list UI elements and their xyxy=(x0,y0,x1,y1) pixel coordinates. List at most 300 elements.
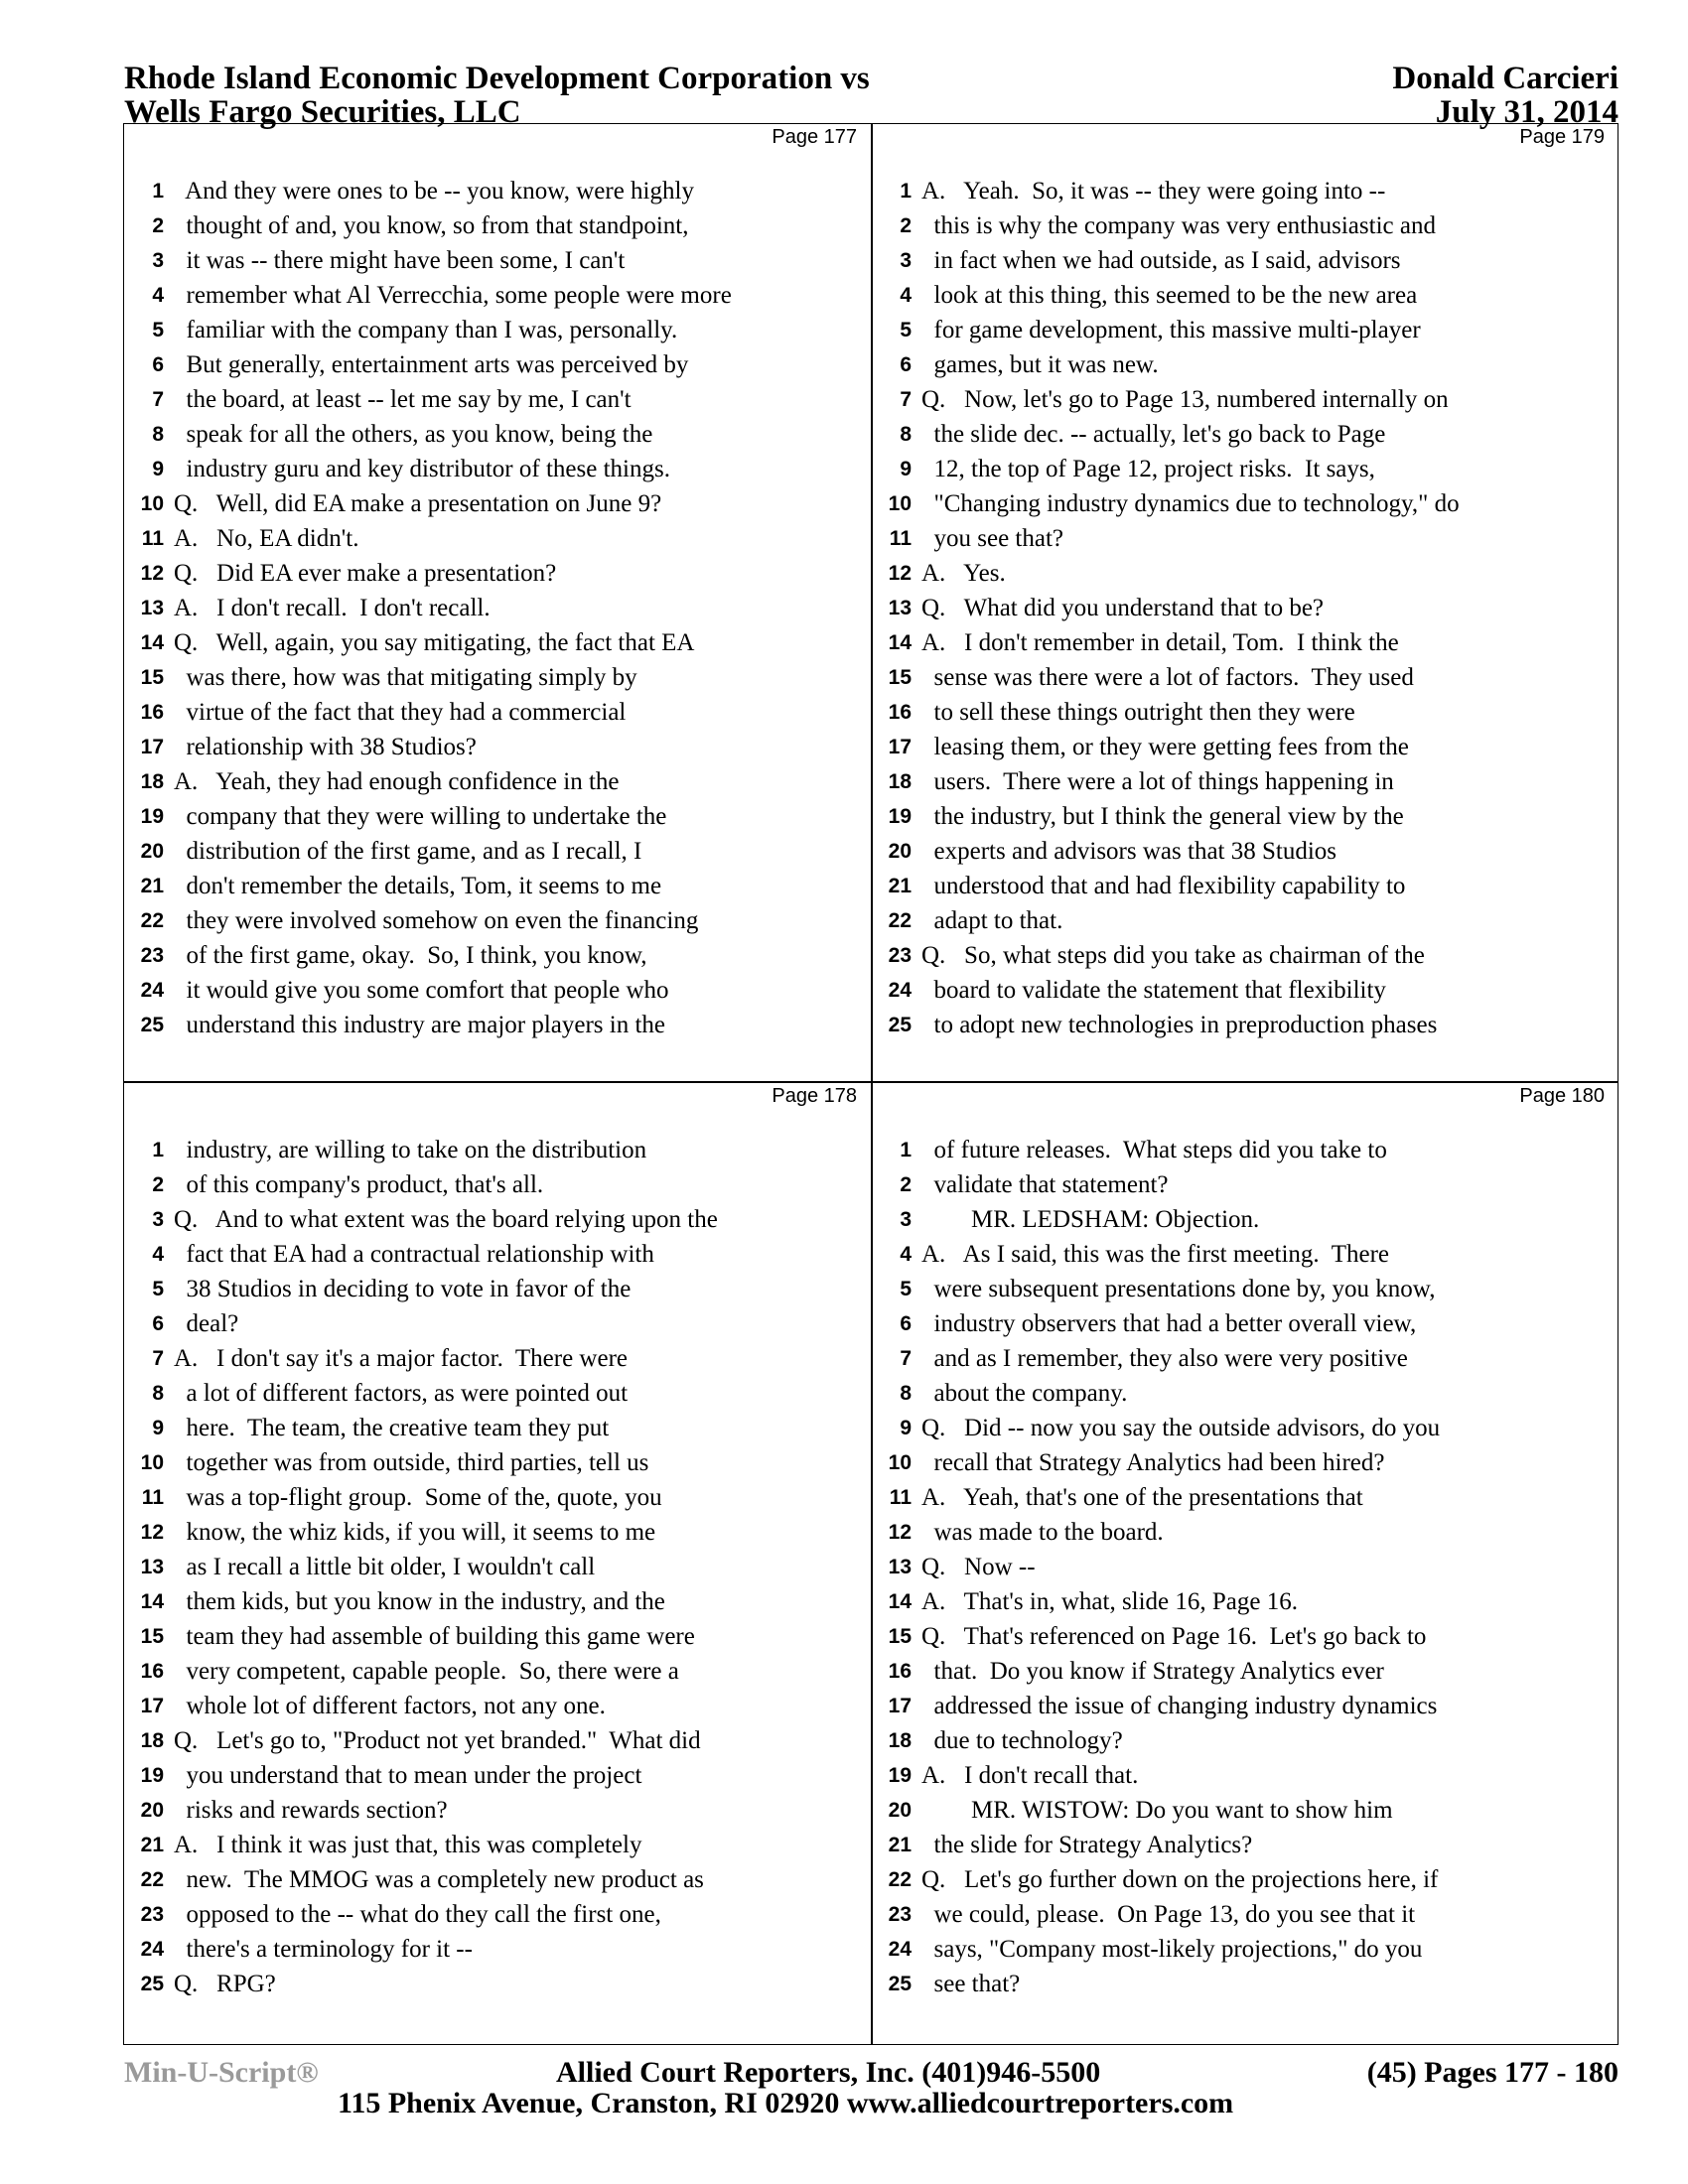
transcript-line xyxy=(124,243,871,278)
line-number: 17 xyxy=(140,1695,164,1717)
line-number: 1 xyxy=(152,180,164,203)
line-number: 5 xyxy=(900,319,912,341)
transcript-line xyxy=(124,764,871,799)
line-text: users. There were a lot of things happening in xyxy=(921,768,1394,795)
line-number: 5 xyxy=(900,1278,912,1300)
transcript-line xyxy=(872,1480,1618,1515)
transcript-line xyxy=(124,313,871,347)
transcript-line xyxy=(872,347,1618,382)
line-number: 23 xyxy=(140,944,164,967)
line-text: team they had assemble of building this game were xyxy=(174,1623,695,1650)
line-text: the industry, but I think the general view by the xyxy=(921,803,1404,830)
transcript-line xyxy=(124,973,871,1008)
line-number: 16 xyxy=(140,1660,164,1683)
line-text: A. I think it was just that, this was completely xyxy=(174,1832,642,1858)
deposition-date: July 31, 2014 xyxy=(1435,94,1618,130)
transcript-line xyxy=(872,1897,1618,1932)
transcript-line xyxy=(124,486,871,521)
line-text: leasing them, or they were getting fees from the xyxy=(921,734,1409,760)
transcript-line xyxy=(872,174,1618,208)
line-text: the board, at least -- let me say by me, I can't xyxy=(174,386,632,413)
line-number: 3 xyxy=(900,1208,912,1231)
line-text: new. The MMOG was a completely new product as xyxy=(174,1866,704,1893)
line-text: 38 Studios in deciding to vote in favor of the xyxy=(174,1276,632,1302)
line-text: thought of and, you know, so from that standpoint, xyxy=(174,212,689,239)
case-caption-line1: Rhode Island Economic Development Corporation vs xyxy=(124,61,870,96)
line-text: here. The team, the creative team they put xyxy=(174,1415,610,1441)
line-text: of this company's product, that's all. xyxy=(174,1171,544,1198)
transcript-line xyxy=(124,660,871,695)
line-text: Q. Let's go further down on the projections here, if xyxy=(921,1866,1439,1893)
line-text: look at this thing, this seemed to be the new area xyxy=(921,282,1418,309)
transcript-page-177 xyxy=(124,124,871,1081)
transcript-line xyxy=(872,834,1618,869)
line-text: a lot of different factors, as were pointed out xyxy=(174,1380,629,1407)
case-caption xyxy=(124,62,870,129)
line-text: were subsequent presentations done by, you know, xyxy=(921,1276,1436,1302)
line-number: 22 xyxy=(140,909,164,932)
line-text: validate that statement? xyxy=(921,1171,1169,1198)
line-number: 17 xyxy=(888,736,912,758)
line-number: 4 xyxy=(152,284,164,307)
transcript-line xyxy=(872,382,1618,417)
line-text: to adopt new technologies in preproduction phases xyxy=(921,1012,1438,1038)
line-text: A. As I said, this was the first meeting. There xyxy=(921,1241,1389,1268)
transcript-line xyxy=(124,1306,871,1341)
case-caption-line2: Wells Fargo Securities, LLC xyxy=(124,94,521,130)
line-text: you understand that to mean under the project xyxy=(174,1762,642,1789)
line-number: 12 xyxy=(140,1521,164,1544)
transcript-line xyxy=(872,208,1618,243)
line-number: 24 xyxy=(888,979,912,1002)
transcript-line xyxy=(124,1862,871,1897)
transcript-line xyxy=(872,903,1618,938)
transcript-line xyxy=(124,1758,871,1793)
line-text: A. Yeah, that's one of the presentations that xyxy=(921,1484,1363,1511)
page-range: (45) Pages 177 - 180 xyxy=(1366,2056,1618,2089)
transcript-line xyxy=(124,834,871,869)
transcript-line xyxy=(872,521,1618,556)
line-number: 5 xyxy=(152,1278,164,1300)
line-number: 15 xyxy=(140,666,164,689)
line-number: 13 xyxy=(888,597,912,619)
transcript-line xyxy=(872,1758,1618,1793)
line-text: fact that EA had a contractual relationship with xyxy=(174,1241,654,1268)
line-text: A. I don't recall that. xyxy=(921,1762,1139,1789)
line-number: 25 xyxy=(140,1014,164,1036)
line-number: 19 xyxy=(888,1764,912,1787)
line-number: 22 xyxy=(888,909,912,932)
line-number: 19 xyxy=(140,805,164,828)
transcript-line xyxy=(124,1272,871,1306)
line-number: 14 xyxy=(140,631,164,654)
line-number: 20 xyxy=(140,1799,164,1822)
page-number-label: Page 177 xyxy=(772,126,857,148)
deposition-info xyxy=(1392,62,1618,129)
transcript-line xyxy=(124,1480,871,1515)
line-number: 18 xyxy=(888,770,912,793)
transcript-line xyxy=(872,1793,1618,1828)
line-text: Q. What did you understand that to be? xyxy=(921,595,1325,621)
line-number: 8 xyxy=(152,423,164,446)
line-text: A. No, EA didn't. xyxy=(174,525,359,552)
line-text: MR. LEDSHAM: Objection. xyxy=(921,1206,1260,1233)
line-number: 12 xyxy=(888,562,912,585)
line-text: it would give you some comfort that people who xyxy=(174,977,669,1004)
transcript-line xyxy=(872,1619,1618,1654)
line-text: see that? xyxy=(921,1971,1021,1997)
line-text: board to validate the statement that flexibility xyxy=(921,977,1386,1004)
line-text: you see that? xyxy=(921,525,1064,552)
line-text: adapt to that. xyxy=(921,907,1063,934)
transcript-line xyxy=(872,1008,1618,1042)
line-number: 20 xyxy=(140,840,164,863)
page-number-label: Page 179 xyxy=(1519,126,1605,148)
line-number: 3 xyxy=(152,1208,164,1231)
transcript-line xyxy=(872,1237,1618,1272)
transcript-line xyxy=(124,903,871,938)
line-text: was there, how was that mitigating simply by xyxy=(174,664,637,691)
transcript-line xyxy=(872,764,1618,799)
transcript-line xyxy=(872,1828,1618,1862)
line-number: 13 xyxy=(888,1556,912,1578)
line-number: 3 xyxy=(900,249,912,272)
transcript-line xyxy=(124,556,871,591)
line-number: 8 xyxy=(900,423,912,446)
line-number: 18 xyxy=(140,1729,164,1752)
line-number: 10 xyxy=(140,1451,164,1474)
transcript-page-178 xyxy=(124,1083,871,2040)
line-number: 16 xyxy=(888,1660,912,1683)
transcript-line xyxy=(872,556,1618,591)
transcript-line xyxy=(124,417,871,452)
line-text: Q. Now, let's go to Page 13, numbered internally on xyxy=(921,386,1449,413)
line-number: 17 xyxy=(888,1695,912,1717)
line-number: 15 xyxy=(888,666,912,689)
line-number: 21 xyxy=(888,875,912,897)
line-text: familiar with the company than I was, personally. xyxy=(174,317,678,343)
line-text: industry observers that had a better overall view, xyxy=(921,1310,1417,1337)
transcript-line xyxy=(124,1897,871,1932)
line-text: Q. So, what steps did you take as chairman of the xyxy=(921,942,1425,969)
line-text: whole lot of different factors, not any one. xyxy=(174,1693,606,1719)
transcript-line xyxy=(872,1133,1618,1167)
line-number: 14 xyxy=(888,1590,912,1613)
line-text: in fact when we had outside, as I said, advisors xyxy=(921,247,1401,274)
transcript-line xyxy=(124,1654,871,1689)
line-number: 12 xyxy=(888,1521,912,1544)
reporter-address: 115 Phenix Avenue, Cranston, RI 02920 www.alliedcourtreporters.com xyxy=(338,2087,1234,2119)
transcript-grid xyxy=(123,123,1618,2045)
line-number: 15 xyxy=(140,1625,164,1648)
line-number: 3 xyxy=(152,249,164,272)
transcript-line xyxy=(124,1167,871,1202)
transcript-line xyxy=(872,1584,1618,1619)
line-text: virtue of the fact that they had a commercial xyxy=(174,699,627,726)
line-number: 12 xyxy=(140,562,164,585)
line-number: 9 xyxy=(900,1417,912,1439)
transcript-line xyxy=(872,452,1618,486)
transcript-line xyxy=(124,208,871,243)
line-number: 1 xyxy=(900,1139,912,1161)
line-text: understood that and had flexibility capability to xyxy=(921,873,1406,899)
line-text: they were involved somehow on even the financing xyxy=(174,907,699,934)
line-number: 19 xyxy=(140,1764,164,1787)
line-number: 9 xyxy=(152,458,164,480)
line-number: 21 xyxy=(140,1834,164,1856)
line-number: 23 xyxy=(888,944,912,967)
line-number: 13 xyxy=(140,1556,164,1578)
line-text: distribution of the first game, and as I recall, I xyxy=(174,838,642,865)
line-number: 23 xyxy=(888,1903,912,1926)
transcript-line xyxy=(124,1008,871,1042)
line-text: Q. Well, again, you say mitigating, the fact that EA xyxy=(174,629,695,656)
line-text: this is why the company was very enthusiastic and xyxy=(921,212,1436,239)
reporter-company: Allied Court Reporters, Inc. (401)946-5500 xyxy=(556,2056,1101,2089)
line-text: it was -- there might have been some, I can't xyxy=(174,247,626,274)
transcript-page-179 xyxy=(872,124,1618,1081)
line-text: But generally, entertainment arts was perceived by xyxy=(174,351,689,378)
transcript-line xyxy=(124,591,871,625)
transcript-line xyxy=(872,1967,1618,2001)
line-text: A. I don't remember in detail, Tom. I think the xyxy=(921,629,1399,656)
transcript-line xyxy=(124,869,871,903)
line-text: "Changing industry dynamics due to technology," do xyxy=(921,490,1460,517)
transcript-line xyxy=(872,1445,1618,1480)
transcript-line xyxy=(872,243,1618,278)
line-number: 13 xyxy=(140,597,164,619)
transcript-line xyxy=(872,869,1618,903)
transcript-line xyxy=(872,695,1618,730)
min-u-script-brand: Min-U-Script® xyxy=(124,2056,319,2089)
transcript-line xyxy=(872,417,1618,452)
line-text: as I recall a little bit older, I wouldn't call xyxy=(174,1554,596,1580)
transcript-line xyxy=(124,1133,871,1167)
line-text: remember what Al Verrecchia, some people were more xyxy=(174,282,732,309)
line-text: due to technology? xyxy=(921,1727,1123,1754)
line-text: Q. And to what extent was the board relying upon the xyxy=(174,1206,718,1233)
line-text: of the first game, okay. So, I think, you know, xyxy=(174,942,647,969)
line-text: was a top-flight group. Some of the, quote, you xyxy=(174,1484,662,1511)
transcript-line xyxy=(124,521,871,556)
line-text: speak for all the others, as you know, being the xyxy=(174,421,653,448)
line-number: 25 xyxy=(888,1014,912,1036)
transcript-line xyxy=(124,1584,871,1619)
line-number: 8 xyxy=(152,1382,164,1405)
line-number: 14 xyxy=(140,1590,164,1613)
transcript-line xyxy=(124,347,871,382)
line-text: MR. WISTOW: Do you want to show him xyxy=(921,1797,1393,1824)
line-number: 14 xyxy=(888,631,912,654)
transcript-line xyxy=(872,1862,1618,1897)
line-number: 6 xyxy=(900,353,912,376)
line-number: 16 xyxy=(888,701,912,724)
line-text: 12, the top of Page 12, project risks. It says, xyxy=(921,456,1375,482)
line-number: 25 xyxy=(888,1973,912,1995)
line-text: together was from outside, third parties, tell us xyxy=(174,1449,649,1476)
line-number: 20 xyxy=(888,1799,912,1822)
transcript-line xyxy=(124,1793,871,1828)
transcript-line xyxy=(872,278,1618,313)
line-number: 24 xyxy=(140,1938,164,1961)
transcript-line xyxy=(872,1202,1618,1237)
transcript-line xyxy=(124,1550,871,1584)
transcript-line xyxy=(124,1445,871,1480)
transcript-line xyxy=(872,1167,1618,1202)
line-number: 21 xyxy=(140,875,164,897)
line-number: 16 xyxy=(140,701,164,724)
transcript-lines xyxy=(124,174,871,1042)
transcript-lines xyxy=(124,1133,871,2001)
line-text: them kids, but you know in the industry, and the xyxy=(174,1588,665,1615)
transcript-line xyxy=(124,1932,871,1967)
line-text: company that they were willing to undertake the xyxy=(174,803,667,830)
transcript-line xyxy=(872,1272,1618,1306)
line-text: A. Yeah. So, it was -- they were going into -- xyxy=(921,178,1386,205)
transcript-line xyxy=(124,1237,871,1272)
transcript-line xyxy=(124,1341,871,1376)
line-number: 1 xyxy=(152,1139,164,1161)
line-number: 6 xyxy=(900,1312,912,1335)
line-number: 11 xyxy=(141,527,164,550)
transcript-line xyxy=(872,1376,1618,1411)
transcript-line xyxy=(124,382,871,417)
line-number: 4 xyxy=(152,1243,164,1266)
line-text: understand this industry are major players in the xyxy=(174,1012,666,1038)
line-number: 17 xyxy=(140,736,164,758)
transcript-line xyxy=(872,1341,1618,1376)
line-number: 11 xyxy=(141,1486,164,1509)
line-number: 2 xyxy=(900,1173,912,1196)
transcript-line xyxy=(872,313,1618,347)
transcript-line xyxy=(124,938,871,973)
line-text: recall that Strategy Analytics had been hired? xyxy=(921,1449,1385,1476)
transcript-line xyxy=(124,799,871,834)
line-text: Q. Let's go to, "Product not yet branded." What did xyxy=(174,1727,701,1754)
line-text: A. That's in, what, slide 16, Page 16. xyxy=(921,1588,1299,1615)
line-number: 2 xyxy=(152,1173,164,1196)
transcript-line xyxy=(872,730,1618,764)
line-number: 25 xyxy=(140,1973,164,1995)
transcript-line xyxy=(872,486,1618,521)
line-number: 5 xyxy=(152,319,164,341)
transcript-line xyxy=(872,591,1618,625)
line-text: the slide dec. -- actually, let's go back to Page xyxy=(921,421,1386,448)
transcript-line xyxy=(872,938,1618,973)
transcript-line xyxy=(872,1306,1618,1341)
line-number: 24 xyxy=(140,979,164,1002)
transcript-line xyxy=(124,174,871,208)
line-text: And they were ones to be -- you know, were highly xyxy=(174,178,694,205)
transcript-line xyxy=(872,799,1618,834)
line-number: 7 xyxy=(900,388,912,411)
transcript-line xyxy=(124,695,871,730)
line-number: 6 xyxy=(152,1312,164,1335)
line-number: 11 xyxy=(889,527,912,550)
line-text: risks and rewards section? xyxy=(174,1797,448,1824)
line-number: 9 xyxy=(152,1417,164,1439)
transcript-line xyxy=(872,660,1618,695)
line-number: 11 xyxy=(889,1486,912,1509)
transcript-page-180 xyxy=(872,1083,1618,2040)
line-text: Q. Did EA ever make a presentation? xyxy=(174,560,557,587)
line-text: sense was there were a lot of factors. They used xyxy=(921,664,1414,691)
line-number: 8 xyxy=(900,1382,912,1405)
witness-name: Donald Carcieri xyxy=(1392,61,1618,96)
line-text: that. Do you know if Strategy Analytics ever xyxy=(921,1658,1384,1685)
transcript-line xyxy=(124,1723,871,1758)
line-text: A. Yes. xyxy=(921,560,1006,587)
transcript-line xyxy=(872,1689,1618,1723)
line-text: says, "Company most-likely projections," do you xyxy=(921,1936,1423,1963)
line-number: 9 xyxy=(900,458,912,480)
transcript-line xyxy=(872,625,1618,660)
line-text: there's a terminology for it -- xyxy=(174,1936,473,1963)
line-number: 10 xyxy=(140,492,164,515)
line-text: Q. RPG? xyxy=(174,1971,276,1997)
line-text: relationship with 38 Studios? xyxy=(174,734,477,760)
line-number: 1 xyxy=(900,180,912,203)
line-text: addressed the issue of changing industry dynamics xyxy=(921,1693,1438,1719)
line-number: 21 xyxy=(888,1834,912,1856)
line-number: 10 xyxy=(888,1451,912,1474)
transcript-line xyxy=(872,1723,1618,1758)
transcript-line xyxy=(124,278,871,313)
line-number: 20 xyxy=(888,840,912,863)
transcript-line xyxy=(124,1411,871,1445)
line-number: 4 xyxy=(900,1243,912,1266)
line-text: for game development, this massive multi-player xyxy=(921,317,1421,343)
line-number: 18 xyxy=(140,770,164,793)
line-text: Q. That's referenced on Page 16. Let's go back to xyxy=(921,1623,1427,1650)
transcript-line xyxy=(124,1967,871,2001)
transcript-line xyxy=(872,1550,1618,1584)
line-number: 22 xyxy=(888,1868,912,1891)
line-number: 2 xyxy=(900,214,912,237)
line-text: don't remember the details, Tom, it seems to me xyxy=(174,873,662,899)
line-text: industry, are willing to take on the distribution xyxy=(174,1137,647,1163)
line-number: 18 xyxy=(888,1729,912,1752)
line-text: to sell these things outright then they were xyxy=(921,699,1355,726)
line-text: A. I don't say it's a major factor. There were xyxy=(174,1345,629,1372)
line-number: 7 xyxy=(152,1347,164,1370)
line-text: was made to the board. xyxy=(921,1519,1164,1546)
transcript-lines xyxy=(872,174,1618,1042)
line-number: 23 xyxy=(140,1903,164,1926)
line-text: industry guru and key distributor of these things. xyxy=(174,456,670,482)
line-number: 15 xyxy=(888,1625,912,1648)
line-text: deal? xyxy=(174,1310,239,1337)
transcript-line xyxy=(124,730,871,764)
transcript-line xyxy=(124,1619,871,1654)
line-number: 10 xyxy=(888,492,912,515)
transcript-line xyxy=(872,973,1618,1008)
line-number: 7 xyxy=(900,1347,912,1370)
transcript-line xyxy=(872,1411,1618,1445)
line-text: very competent, capable people. So, there were a xyxy=(174,1658,679,1685)
line-number: 4 xyxy=(900,284,912,307)
line-number: 19 xyxy=(888,805,912,828)
transcript-line xyxy=(872,1654,1618,1689)
line-text: A. Yeah, they had enough confidence in the xyxy=(174,768,620,795)
line-text: A. I don't recall. I don't recall. xyxy=(174,595,491,621)
line-text: games, but it was new. xyxy=(921,351,1159,378)
transcript-line xyxy=(124,1202,871,1237)
line-text: the slide for Strategy Analytics? xyxy=(921,1832,1253,1858)
transcript-line xyxy=(124,625,871,660)
page-number-label: Page 180 xyxy=(1519,1085,1605,1107)
line-text: of future releases. What steps did you take to xyxy=(921,1137,1387,1163)
